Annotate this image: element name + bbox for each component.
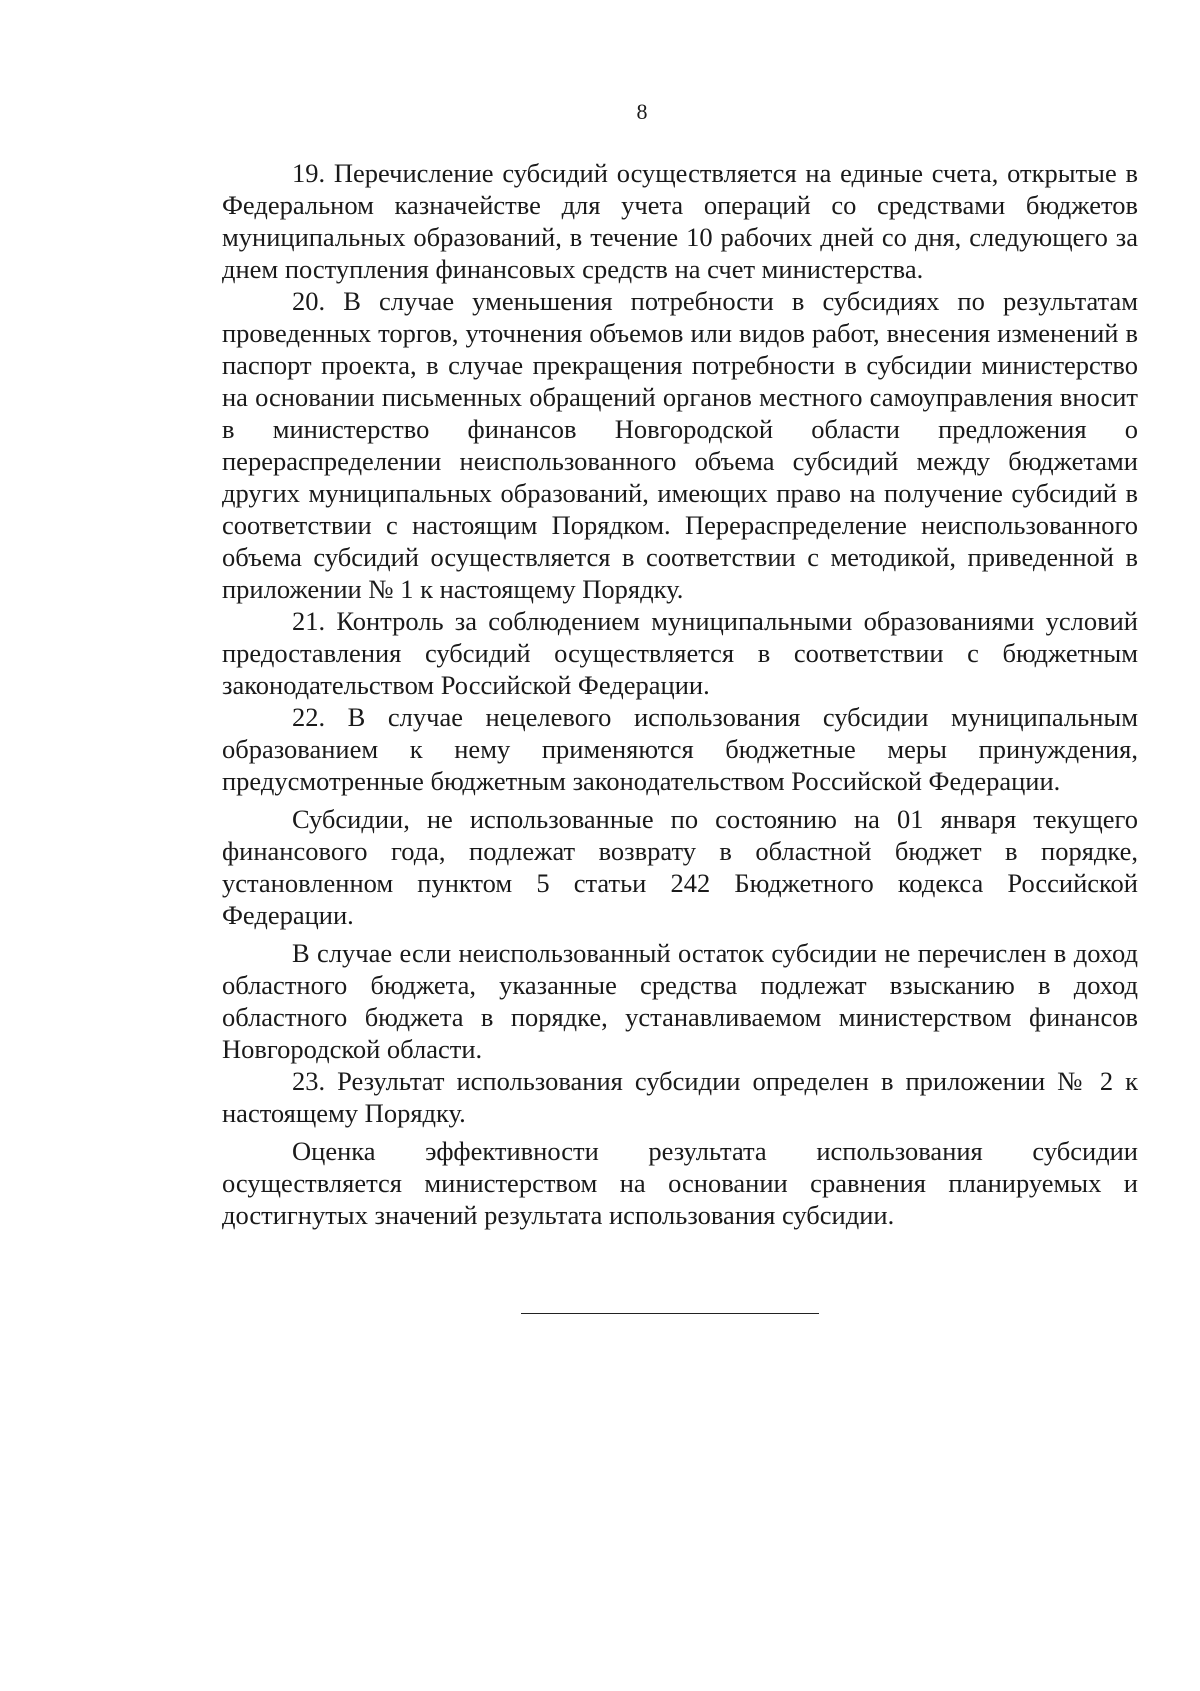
paragraph-21-control: 21. Контроль за соблюдением муниципальными образованиями условий предоставления субсидий осуществляется в соответствии с бюджетным законодательством Российской Федерации. <box>222 606 1138 700</box>
paragraph-unused-return: Субсидии, не использованные по состоянию на 01 января текущего финансового года, подлежат возврату в областной бюджет в порядке, установленном пунктом 5 статьи 242 Бюджетного кодекса Российской Федерации. <box>222 804 1138 930</box>
paragraph-efficiency: Оценка эффективности результата использования субсидии осуществляется министерством на основании сравнения планируемых и достигнутых значений результата использования субсидии. <box>222 1136 1138 1230</box>
document-body <box>222 157 1138 1231</box>
paragraph-recovery: В случае если неиспользованный остаток субсидии не перечислен в доход областного бюджета, указанные средства подлежат взысканию в доход областного бюджета в порядке, устанавливаемом министерством финансов Новгородской области. <box>222 938 1138 1064</box>
paragraph-19-transfer: 19. Перечисление субсидий осуществляется на единые счета, открытые в Федеральном казначействе для учета операций со средствами бюджетов муниципальных образований, в течение 10 рабочих дней со дня, следующего за днем поступления финансовых средств на счет министерства. <box>222 158 1138 284</box>
paragraph-20-redistribution: 20. В случае уменьшения потребности в субсидиях по результатам проведенных торгов, уточнения объемов или видов работ, внесения изменений в паспорт проекта, в случае прекращения потребности в субсидии министерство на основании письменных обращений органов местного самоуправления вносит в министерство финансов Новгородской области предложения о перераспределении неиспользованного объема субсидий между бюджетами других муниципальных образований, имеющих право на получение субсидий в соответствии с настоящим Порядком. Перераспределение неиспользованного объема субсидий осуществляется в соответствии с методикой, приведенной в приложении № 1 к настоящему Порядку. <box>222 286 1138 604</box>
paragraph-22-misuse: 22. В случае нецелевого использования субсидии муниципальным образованием к нему применяются бюджетные меры принуждения, предусмотренные бюджетным законодательством Российской Федерации. <box>222 702 1138 796</box>
paragraph-23-result: 23. Результат использования субсидии определен в приложении № 2 к настоящему Порядку. <box>222 1066 1138 1128</box>
page-number: 8 <box>636 99 648 124</box>
end-divider-line <box>521 1313 819 1314</box>
